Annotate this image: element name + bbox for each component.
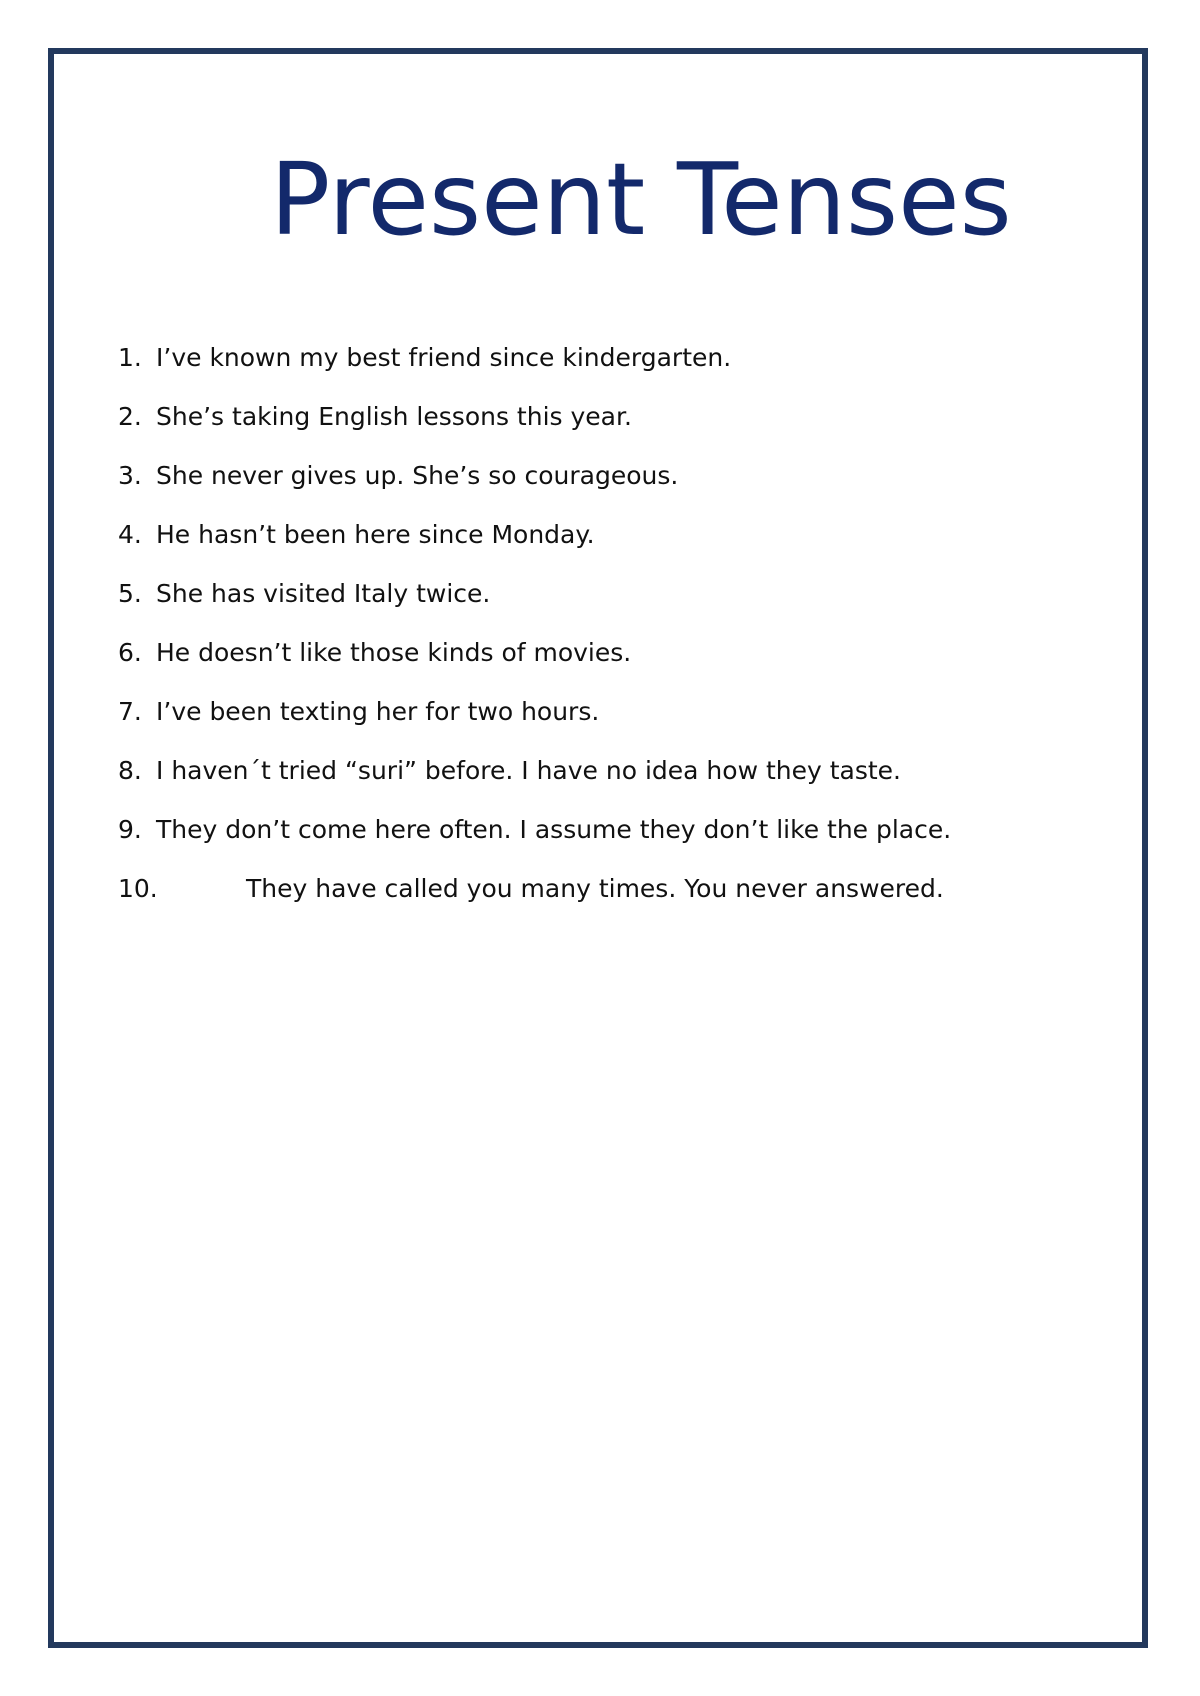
item-text: They have called you many times. You never answered. xyxy=(246,874,944,903)
item-text: I’ve known my best friend since kindergarten. xyxy=(156,343,732,372)
item-text: She never gives up. She’s so courageous. xyxy=(156,461,679,490)
item-number: 10. xyxy=(118,874,158,903)
item-number: 8. xyxy=(118,756,142,785)
list-item xyxy=(118,869,951,928)
item-number: 2. xyxy=(118,402,142,431)
item-text: I haven´t tried “suri” before. I have no idea how they taste. xyxy=(156,756,902,785)
list-item xyxy=(118,633,951,692)
list-item xyxy=(118,810,951,869)
item-number: 5. xyxy=(118,579,142,608)
list-item xyxy=(118,574,951,633)
sentence-list xyxy=(118,338,951,928)
page-title: Present Tenses xyxy=(270,141,1012,258)
item-text: He hasn’t been here since Monday. xyxy=(156,520,595,549)
list-item xyxy=(118,338,951,397)
item-text: He doesn’t like those kinds of movies. xyxy=(156,638,632,667)
item-number: 7. xyxy=(118,697,142,726)
item-number: 6. xyxy=(118,638,142,667)
item-number: 9. xyxy=(118,815,142,844)
item-number: 1. xyxy=(118,343,142,372)
list-item xyxy=(118,692,951,751)
item-text: I’ve been texting her for two hours. xyxy=(156,697,600,726)
item-text: They don’t come here often. I assume they don’t like the place. xyxy=(156,815,952,844)
item-number: 4. xyxy=(118,520,142,549)
list-item xyxy=(118,515,951,574)
item-text: She has visited Italy twice. xyxy=(156,579,491,608)
item-number: 3. xyxy=(118,461,142,490)
list-item xyxy=(118,456,951,515)
item-text: She’s taking English lessons this year. xyxy=(156,402,632,431)
list-item xyxy=(118,751,951,810)
list-item xyxy=(118,397,951,456)
